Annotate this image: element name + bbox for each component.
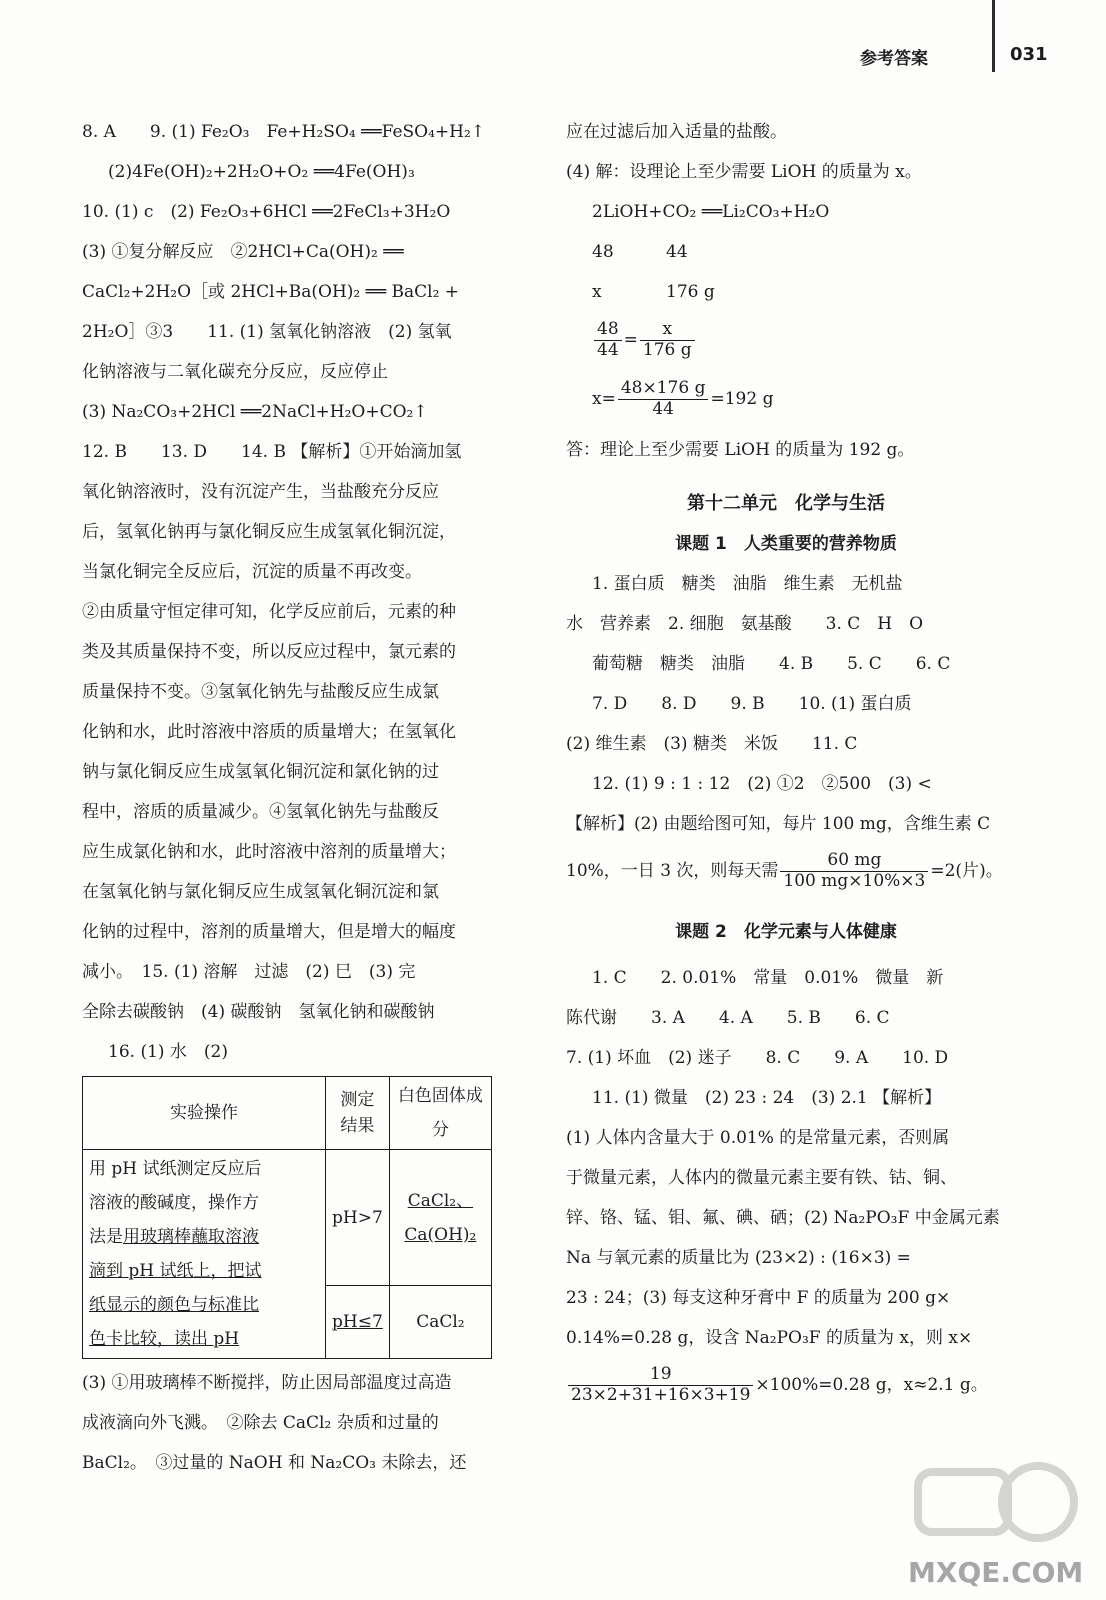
fraction [594, 320, 622, 360]
answer-line: CaCl₂+2H₂O［或 2HCl+Ba(OH)₂ ══ BaCl₂ + [82, 282, 460, 302]
result-prefix: x= [592, 389, 616, 409]
mass-value: 44 [666, 242, 688, 262]
answer-line: 减小。 15. (1) 溶解 过滤 (2) 巳 (3) 完 [82, 962, 416, 982]
answer-line [566, 844, 1006, 898]
mass-value: 48 [592, 242, 614, 262]
operation-cell [83, 1150, 326, 1359]
fraction-numerator: 19 [568, 1365, 753, 1386]
answer-line: (2)4Fe(OH)₂+2H₂O+O₂ ══4Fe(OH)₃ [108, 162, 415, 182]
result-suffix: =192 g [710, 389, 774, 409]
answer-line: 成液滴向外飞溅。 ②除去 CaCl₂ 杂质和过量的 [82, 1413, 439, 1433]
equals-sign: = [623, 330, 638, 350]
header-divider [992, 0, 995, 72]
equation-line: 2LiOH+CO₂ ══Li₂CO₃+H₂O [592, 202, 830, 222]
answer-line: Na 与氧元素的质量比为 (23×2) : (16×3) = [566, 1248, 911, 1268]
fraction-numerator: 60 mg [780, 851, 928, 872]
fraction-denominator: 100 mg×10%×3 [783, 871, 926, 891]
table-header [326, 1077, 390, 1150]
answer-line: 化钠溶液与二氧化碳充分反应，反应停止 [82, 362, 388, 382]
text-fragment: =2(片)。 [930, 861, 1003, 881]
fraction [780, 851, 928, 891]
answer-line: BaCl₂。 ③过量的 NaOH 和 Na₂CO₃ 未除去，还 [82, 1453, 467, 1473]
answer-line: (3) ①用玻璃棒不断搅拌，防止因局部温度过高造 [82, 1373, 452, 1393]
answer-line: 应生成氯化钠和水，此时溶液中溶剂的质量增大； [82, 842, 456, 862]
table-header: 白色固体成分 [389, 1077, 491, 1150]
answer-line: (1) 人体内含量大于 0.01% 的是常量元素，否则属 [566, 1128, 950, 1148]
answer-line: 【解析】(2) 由题给图可知，每片 100 mg，含维生素 C [566, 814, 991, 834]
answer-line: (3) Na₂CO₃+2HCl ══2NaCl+H₂O+CO₂↑ [82, 402, 428, 422]
table-header-row [83, 1077, 492, 1150]
answer-line: 在氢氧化钠与氯化铜反应生成氢氧化铜沉淀和氯 [82, 882, 439, 902]
component-cell: CaCl₂ [389, 1286, 491, 1359]
table-header: 实验操作 [83, 1077, 326, 1150]
answer-line: 类及其质量保持不变，所以反应过程中，氯元素的 [82, 642, 456, 662]
mass-value: 176 g [666, 282, 715, 302]
answer-line: ②由质量守恒定律可知，化学反应前后，元素的种 [82, 602, 456, 622]
answer-line: 12. (1) 9 : 1 : 12 (2) ①2 ②500 (3) < [592, 774, 932, 794]
equation-line [566, 232, 1006, 272]
fraction [618, 379, 709, 419]
answer-line: 12. B 13. D 14. B 【解析】①开始滴加氢 [82, 442, 462, 462]
fraction [568, 1365, 753, 1405]
answer-line: 氧化钠溶液时，没有沉淀产生，当盐酸充分反应 [82, 482, 439, 502]
answer-line: 化钠和水，此时溶液中溶质的质量增大；在氢氧化 [82, 722, 456, 742]
answer-line: 水 营养素 2. 细胞 氨基酸 3. C H O [566, 614, 924, 634]
answer-line: 化钠的过程中，溶剂的质量增大，但是增大的幅度 [82, 922, 456, 942]
answer-line: 葡萄糖 糖类 油脂 4. B 5. C 6. C [592, 654, 951, 674]
table-header-part: 结果 [340, 1116, 375, 1136]
answer-line: 当氯化铜完全反应后，沉淀的质量不再改变。 [82, 562, 422, 582]
operation-text: 溶液的酸碱度，操作方 [89, 1193, 259, 1213]
fraction-denominator: 44 [597, 340, 619, 360]
fraction-numerator: x [640, 320, 695, 341]
answer-line: (2) 维生素 (3) 糖类 米饭 11. C [566, 734, 858, 754]
operation-answer: 滴到 pH 试纸上，把试 [89, 1261, 262, 1281]
answer-line: 8. A 9. (1) Fe₂O₃ Fe+H₂SO₄ ══FeSO₄+H₂↑ [82, 122, 486, 142]
experiment-table [82, 1076, 492, 1359]
answer-line: (3) ①复分解反应 ②2HCl+Ca(OH)₂ ══ [82, 242, 404, 262]
answer-line: 锌、铬、锰、钼、氟、碘、硒；(2) Na₂PO₃F 中金属元素 [566, 1208, 1000, 1228]
answer-line: 程中，溶质的质量减少。④氢氧化钠先与盐酸反 [82, 802, 439, 822]
operation-answer: 用玻璃棒蘸取溶液 [123, 1227, 259, 1247]
answer-line: 0.14%=0.28 g，设含 Na₂PO₃F 的质量为 x，则 x× [566, 1328, 973, 1348]
fraction-numerator: 48×176 g [618, 379, 709, 400]
answer-line: 1. C 2. 0.01% 常量 0.01% 微量 新 [592, 968, 944, 988]
watermark-text: MXQE.COM [908, 1556, 1084, 1589]
answer-line: 后，氢氧化钠再与氯化铜反应生成氢氧化铜沉淀， [82, 522, 456, 542]
operation-text: 法是 [89, 1227, 123, 1247]
answer-line: 应在过滤后加入适量的盐酸。 [566, 122, 787, 142]
fraction-numerator: 48 [594, 320, 622, 341]
answer-line: 11. (1) 微量 (2) 23 : 24 (3) 2.1 【解析】 [592, 1088, 942, 1108]
answer-line: 7. (1) 坏血 (2) 迷子 8. C 9. A 10. D [566, 1048, 949, 1068]
right-column [566, 112, 1006, 1412]
answer-line [566, 1358, 1006, 1412]
fraction-denominator: 44 [652, 399, 674, 419]
answer-line: 23 : 24；(3) 每支这种牙膏中 F 的质量为 200 g× [566, 1288, 951, 1308]
result-cell: pH>7 [326, 1150, 390, 1286]
answer-line: 2H₂O］③3 11. (1) 氢氧化钠溶液 (2) 氢氧 [82, 322, 452, 342]
answer-line: 16. (1) 水 (2) [108, 1042, 229, 1062]
answer-line: 10. (1) c (2) Fe₂O₃+6HCl ══2FeCl₃+3H₂O [82, 202, 451, 222]
answer-line: (4) 解：设理论上至少需要 LiOH 的质量为 x。 [566, 162, 922, 182]
component-answer: CaCl₂、Ca(OH)₂ [404, 1190, 477, 1245]
answer-line: 答：理论上至少需要 LiOH 的质量为 192 g。 [566, 440, 915, 460]
answer-line: 7. D 8. D 9. B 10. (1) 蛋白质 [592, 694, 912, 714]
unit-title: 第十二单元 化学与生活 [687, 493, 885, 514]
fraction [640, 320, 695, 360]
answer-line: 于微量元素，人体内的微量元素主要有铁、钴、铜、 [566, 1168, 957, 1188]
mass-value: x [592, 282, 602, 302]
equation-line [566, 272, 1006, 312]
header-title: 参考答案 [860, 49, 928, 69]
result-answer: pH≤7 [332, 1312, 383, 1333]
answer-line: 1. 蛋白质 糖类 油脂 维生素 无机盐 [592, 574, 903, 594]
lesson-title: 课题 2 化学元素与人体健康 [675, 922, 897, 942]
fraction-denominator: 23×2+31+16×3+19 [571, 1385, 751, 1405]
answer-line: 全除去碳酸钠 (4) 碳酸钠 氢氧化钠和碳酸钠 [82, 1002, 435, 1022]
operation-text: 用 pH 试纸测定反应后 [89, 1159, 262, 1179]
page-number: 031 [1010, 44, 1048, 65]
operation-answer: 色卡比较，读出 pH [89, 1329, 240, 1349]
table-header-part: 测定 [340, 1090, 375, 1110]
left-column [82, 112, 502, 1483]
lesson-title: 课题 1 人类重要的营养物质 [675, 534, 897, 554]
component-cell [389, 1150, 491, 1286]
result-line [566, 368, 1006, 430]
result-cell [326, 1286, 390, 1359]
text-fragment: 10%，一日 3 次，则每天需 [566, 861, 779, 881]
operation-answer: 纸显示的颜色与标准比 [89, 1295, 259, 1315]
answer-line: 陈代谢 3. A 4. A 5. B 6. C [566, 1008, 890, 1028]
proportion-line [566, 312, 1006, 368]
answer-line: 钠与氯化铜反应生成氢氧化铜沉淀和氯化钠的过 [82, 762, 439, 782]
answer-line: 质量保持不变。③氢氧化钠先与盐酸反应生成氯 [82, 682, 439, 702]
fraction-denominator: 176 g [642, 340, 692, 360]
table-row [83, 1150, 492, 1286]
text-fragment: ×100%=0.28 g，x≈2.1 g。 [755, 1375, 988, 1395]
